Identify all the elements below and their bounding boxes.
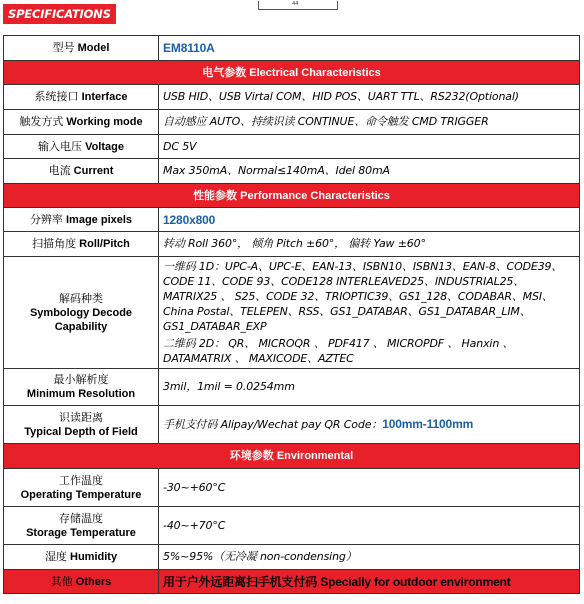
others-label: 其他 Others [4,570,159,594]
depth-of-field-value: 手机支付码 Alipay/Wechat pay QR Code：100mm-1100mm [159,406,580,444]
row-voltage [4,135,580,159]
symbology-2d-list [163,336,575,366]
operating-temp-value: -30~+60°C [159,469,580,507]
symbology-1d-line: CODE 11、CODE 93、CODE128 INTERLEAVED25、INDUSTRIAL25、 [163,275,525,288]
current-label: 电流 Current [4,159,159,184]
voltage-label: 输入电压 Voltage [4,135,159,159]
row-others [4,570,580,594]
interface-value: USB HID、USB Virtal COM、HID POS、UART TTL、RS232(Optional) [159,85,580,110]
working-mode-label: 触发方式 Working mode [4,110,159,135]
symbology-label: 解码种类 Symbology Decode Capability [4,257,159,369]
interface-label: 系统接口 Interface [4,85,159,110]
row-symbology [4,257,580,369]
row-interface [4,85,580,110]
image-pixels-value: 1280x800 [159,208,580,232]
symbology-1d-line: China Postal、TELEPEN、RSS、GS1_DATABAR、GS1_DATABAR_LIM、 [163,305,531,318]
row-image-pixels [4,208,580,232]
row-storage-temp [4,507,580,545]
model-label: 型号 Model [4,36,159,61]
model-value: EM8110A [159,36,580,61]
row-min-resolution [4,369,580,406]
row-operating-temp [4,469,580,507]
symbology-value [159,257,580,369]
image-pixels-label: 分辨率 Image pixels [4,208,159,232]
dimension-label: 44 [292,1,299,7]
min-resolution-value: 3mil，1mil = 0.0254mm [159,369,580,406]
humidity-value: 5%~95%（无冷凝 non-condensing） [159,545,580,570]
row-model [4,36,580,61]
row-depth-of-field [4,406,580,444]
depth-of-field-range: 100mm-1100mm [382,417,474,431]
section-environmental-title: 环境参数 Environmental [4,444,580,469]
voltage-value: DC 5V [159,135,580,159]
section-performance [4,184,580,208]
min-resolution-label: 最小解析度 Minimum Resolution [4,369,159,406]
section-electrical-title: 电气参数 Electrical Characteristics [4,61,580,85]
symbology-1d-line: MATRIX25 、 S25、CODE 32、TRIOPTIC39、GS1_128、CODABAR、MSI、 [163,290,553,303]
roll-pitch-value: 转动 Roll 360°， 倾角 Pitch ±60°， 偏转 Yaw ±60° [159,232,580,257]
symbology-1d-list [163,259,575,334]
section-performance-title: 性能参数 Performance Characteristics [4,184,580,208]
symbology-1d-line: 一维码 1D：UPC-A、UPC-E、EAN-13、ISBN10、ISBN13、EAN-8、CODE39、 [163,260,563,273]
row-current [4,159,580,184]
humidity-label: 湿度 Humidity [4,545,159,570]
row-humidity [4,545,580,570]
row-roll-pitch [4,232,580,257]
specifications-heading: SPECIFICATIONS [3,4,116,24]
spec-table [3,35,580,594]
current-value: Max 350mA、Normal≤140mA、Idel 80mA [159,159,580,184]
symbology-2d-line: 二维码 2D： QR、 MICROQR 、 PDF417 、 MICROPDF 、 Hanxin 、 [163,337,514,350]
operating-temp-label: 工作温度 Operating Temperature [4,469,159,507]
section-electrical [4,61,580,85]
roll-pitch-label: 扫描角度 Roll/Pitch [4,232,159,257]
row-working-mode [4,110,580,135]
storage-temp-label: 存储温度 Storage Temperature [4,507,159,545]
depth-of-field-label: 识读距离 Typical Depth of Field [4,406,159,444]
storage-temp-value: -40~+70°C [159,507,580,545]
symbology-2d-line: DATAMATRIX 、 MAXICODE、AZTEC [163,352,354,365]
section-environmental [4,444,580,469]
others-value: 用于户外远距离扫手机支付码 Specially for outdoor environment [159,570,580,594]
symbology-1d-line: GS1_DATABAR_EXP [163,320,267,333]
working-mode-value: 自动感应 AUTO、持续识读 CONTINUE、命令触发 CMD TRIGGER [159,110,580,135]
